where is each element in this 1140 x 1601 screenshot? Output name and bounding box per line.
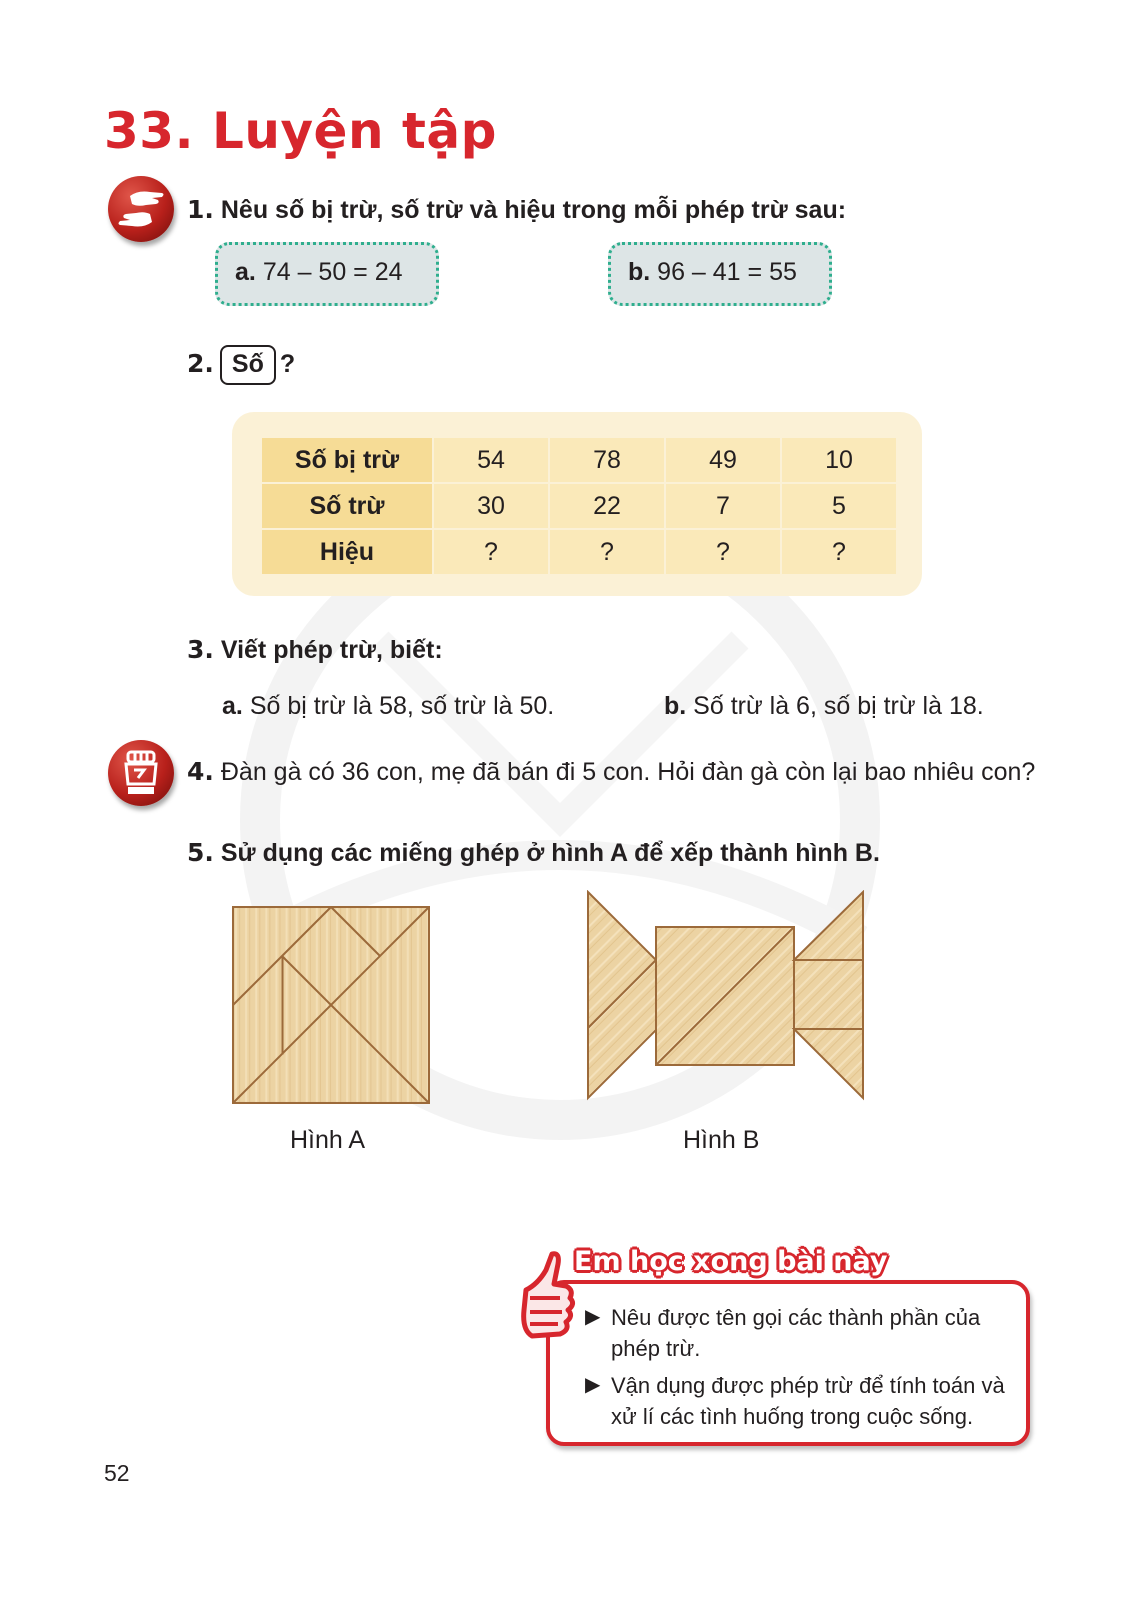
exercise-3b-text: Số trừ là 6, số bị trừ là 18. [693,692,984,720]
number-box: Số [220,345,276,385]
table-cell: 30 [433,483,549,529]
figure-b-label: Hình B [683,1126,760,1154]
exercise-2-number: 2. [187,349,214,378]
exercise-2-prompt [187,345,295,385]
exercise-5-text: Sử dụng các miếng ghép ở hình A để xếp thành hình B. [220,839,880,867]
summary-item [585,1370,1031,1432]
exercise-3-prompt [187,635,443,665]
table-cell: ? [549,529,665,575]
exercise-3-text: Viết phép trừ, biết: [220,636,443,664]
table-row [261,437,897,483]
table-cell: 7 [665,483,781,529]
table-cell: ? [665,529,781,575]
hands-icon [108,176,174,242]
exercise-1-text: Nêu số bị trừ, số trừ và hiệu trong mỗi phép trừ sau: [220,196,847,224]
table-cell: 5 [781,483,897,529]
equation-b-expression: 96 – 41 = 55 [657,258,797,286]
exercise-3a-label: a. [222,692,243,720]
exercise-1-number: 1. [187,195,214,224]
summary-item-text: Vận dụng được phép trừ để tính toán và xử lí các tình huống trong cuộc sống. [611,1373,1005,1429]
exercise-3a [222,692,554,721]
equation-a-expression: 74 – 50 = 24 [262,258,403,286]
table-cell: 54 [433,437,549,483]
exercise-5-prompt [187,838,880,868]
exercise-3-number: 3. [187,635,214,664]
table-cell: 78 [549,437,665,483]
summary-item-text: Nêu được tên gọi các thành phần của phép trừ. [611,1305,981,1361]
subtraction-table [260,436,898,576]
equation-b-label: b. [628,258,651,286]
summary-item [585,1302,1031,1364]
figure-a-label: Hình A [290,1126,366,1154]
tangram-figure-b [586,890,866,1102]
equation-b-box [608,242,832,306]
subtraction-table-panel [232,412,922,596]
exercise-4-text: Đàn gà có 36 con, mẹ đã bán đi 5 con. Hỏi đàn gà còn lại bao nhiêu con? [220,758,1036,786]
row-header: Số bị trừ [261,437,433,483]
lesson-title: 33. Luyện tập [104,102,497,160]
table-cell: 49 [665,437,781,483]
row-header: Hiệu [261,529,433,575]
page-number: 52 [104,1460,130,1486]
exercise-3b [664,692,984,721]
equation-a-box [215,242,439,306]
tangram-figure-a [232,906,430,1104]
table-row [261,529,897,575]
exercise-3b-label: b. [664,692,687,720]
fist-icon [108,740,174,806]
exercise-3a-text: Số bị trừ là 58, số trừ là 50. [249,692,555,720]
question-mark: ? [279,350,296,378]
bullet-arrow-icon: ▶ [585,1306,601,1328]
exercise-1-prompt [187,195,846,225]
table-cell: 22 [549,483,665,529]
exercise-4-prompt [187,757,1035,787]
table-cell: ? [781,529,897,575]
exercise-5-number: 5. [187,838,214,867]
equation-a-label: a. [235,258,256,286]
table-cell: 10 [781,437,897,483]
table-row [261,483,897,529]
table-cell: ? [433,529,549,575]
row-header: Số trừ [261,483,433,529]
bullet-arrow-icon: ▶ [585,1374,601,1396]
exercise-4-number: 4. [187,757,214,786]
thumbs-up-icon [516,1250,576,1360]
summary-title: Em học xong bài này [574,1246,888,1277]
